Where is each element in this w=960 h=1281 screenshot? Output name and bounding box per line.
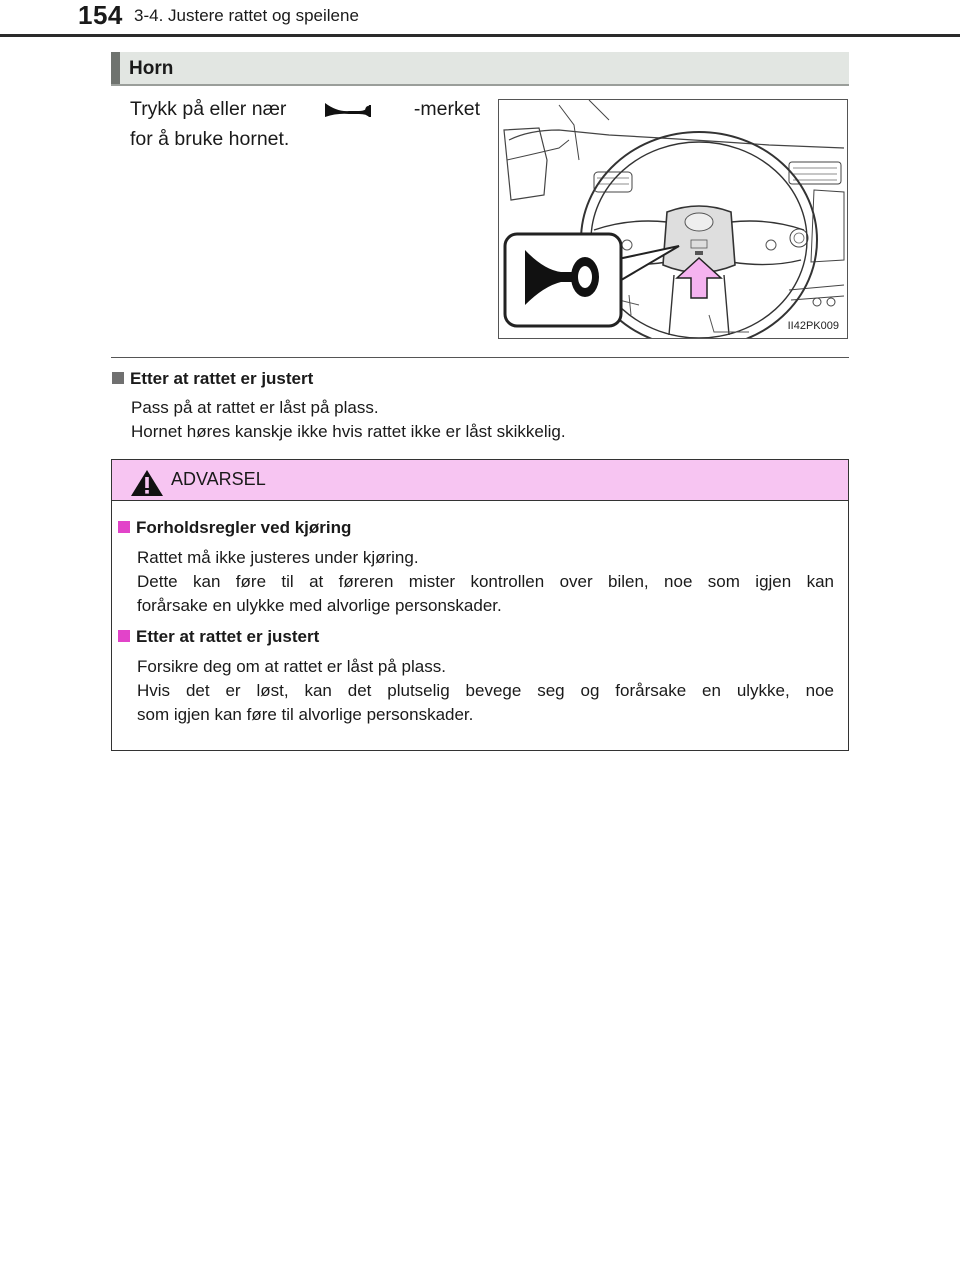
warning-item-heading-text: Forholdsregler ved kjøring — [136, 518, 352, 537]
horn-icon — [323, 100, 373, 120]
warning-item-heading-text: Etter at rattet er justert — [136, 627, 320, 646]
figure-code: II42PK009 — [787, 320, 839, 332]
warning-triangle-icon — [130, 469, 164, 497]
bullet-square-icon — [118, 630, 130, 642]
warning-line: Rattet må ikke justeres under kjøring. — [137, 548, 419, 567]
chapter-title: 3-4. Justere rattet og speilene — [134, 6, 359, 25]
intro-part1: Trykk på eller nær — [130, 98, 287, 120]
bullet-square-icon — [118, 521, 130, 533]
warning-box — [111, 459, 849, 751]
warning-line: Forsikre deg om at rattet er låst på plass. — [137, 657, 446, 676]
section-heading-bar — [111, 52, 120, 84]
warning-item-body — [137, 546, 834, 618]
steering-wheel-illustration — [498, 99, 848, 339]
horn-symbol — [311, 96, 389, 122]
intro-text — [130, 94, 480, 154]
warning-line: Dette kan føre til at føreren mister kontrollen over bilen, noe som igjen kan — [137, 572, 834, 591]
warning-item-heading — [118, 627, 319, 647]
section-title: Horn — [129, 58, 174, 79]
warning-line: som igjen kan føre til alvorlige personskader. — [137, 705, 474, 724]
page-number: 154 — [78, 0, 123, 30]
warning-item-heading — [118, 518, 351, 538]
note-heading — [112, 369, 313, 389]
note-line: Hornet høres kanskje ikke hvis rattet ikke er låst skikkelig. — [131, 422, 566, 441]
warning-line: forårsake en ulykke med alvorlige personskader. — [137, 596, 502, 615]
section-heading-box — [111, 52, 849, 86]
warning-line: Hvis det er løst, kan det plutselig bevege seg og forårsake en ulykke, noe — [137, 681, 834, 700]
section-divider — [111, 357, 849, 358]
steering-wheel-drawing — [499, 100, 848, 339]
intro-part3: for å bruke hornet. — [130, 128, 290, 150]
warning-item-body — [137, 655, 834, 727]
intro-part2: -merket — [413, 98, 480, 120]
warning-header — [112, 460, 848, 501]
note-line: Pass på at rattet er låst på plass. — [131, 398, 379, 417]
bullet-square-icon — [112, 372, 124, 384]
note-body — [131, 396, 566, 444]
note-heading-text: Etter at rattet er justert — [130, 369, 314, 388]
header-rule — [0, 34, 960, 37]
warning-label: ADVARSEL — [171, 469, 266, 489]
